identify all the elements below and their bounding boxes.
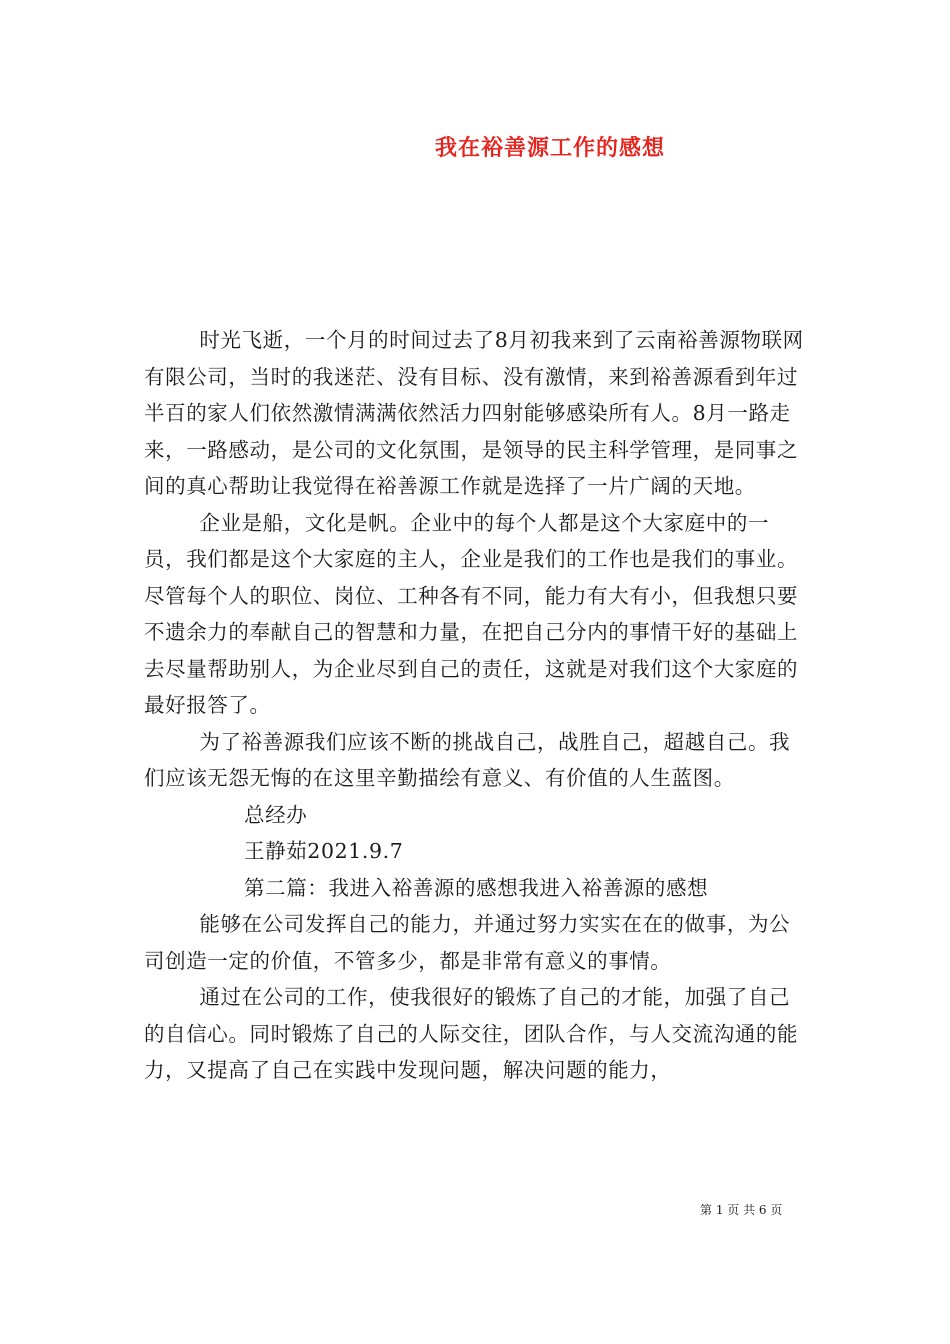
signature-name-date: 王静茹2021.9.7 [244,839,404,863]
paragraph-4: 能够在公司发挥自己的能力，并通过努力实实在在的做事，为公司创造一定的价值，不管多少，都是非常有意义的事情。 [144,912,791,973]
paragraph-5: 通过在公司的工作，使我很好的锻炼了自己的才能，加强了自己的自信心。同时锻炼了自己的人际交往，团队合作，与人交流沟通的能力，又提高了自己在实践中发现问题，解决问题的能力， [144,985,799,1082]
second-article-heading: 第二篇：我进入裕善源的感想我进入裕善源的感想 [244,875,709,900]
paragraph-2: 企业是船，文化是帆。企业中的每个人都是这个大家庭中的一员，我们都是这个大家庭的主人，企业是我们的工作也是我们的事业。尽管每个人的职位、岗位、工种各有不同，能力有大有小，但我想只要不遗余力的奉献自己的智慧和力量，在把自己分内的事情干好的基础上去尽量帮助别人，为企业尽到自己的责任，这就是对我们这个大家庭的最好报答了。 [144,510,799,717]
page-number: 第 1 页 共 6 页 [700,1203,783,1217]
document-body [144,322,810,1089]
paragraph-3: 为了裕善源我们应该不断的挑战自己，战胜自己，超越自己。我们应该无怨无悔的在这里辛勤描绘有意义、有价值的人生蓝图。 [144,729,791,790]
document-title: 我在裕善源工作的感想 [434,135,665,161]
signature-department: 总经办 [244,802,308,827]
paragraph-1: 时光飞逝，一个月的时间过去了8月初我来到了云南裕善源物联网有限公司，当时的我迷茫、没有目标、没有激情，来到裕善源看到年过半百的家人们依然激情满满依然活力四射能够感染所有人。8月一路走来，一路感动，是公司的文化氛围，是领导的民主科学管理，是同事之间的真心帮助让我觉得在裕善源工作就是选择了一片广阔的天地。 [144,328,804,498]
